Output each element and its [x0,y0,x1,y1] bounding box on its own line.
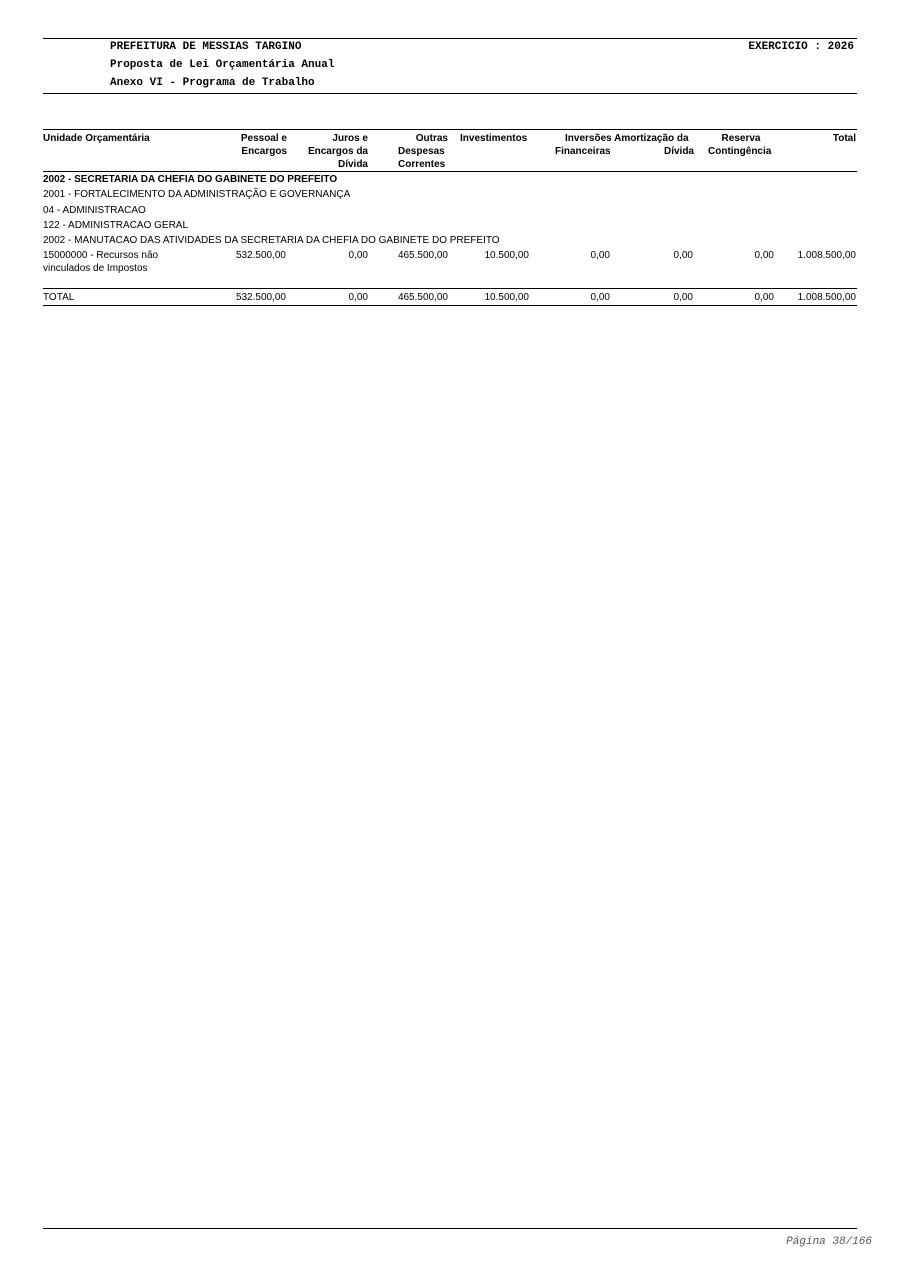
total-juros-value: 0,00 [348,292,368,303]
entity-name: PREFEITURA DE MESSIAS TARGINO [110,41,302,53]
column-header-reserva: Reserva Contingência [708,133,772,157]
row-total-value: 1.008.500,00 [797,250,856,261]
exercise-year: EXERCICIO : 2026 [748,41,854,53]
row-investimentos-value: 10.500,00 [484,250,529,261]
document-subtitle: Proposta de Lei Orçamentária Anual [110,59,335,71]
column-header-juros: Juros e Encargos da Dívida [307,133,368,170]
table-header-bottom-rule [43,171,857,172]
column-header-divida: Dívida [663,146,694,157]
row-reserva-value: 0,00 [754,250,774,261]
row-juros-value: 0,00 [348,250,368,261]
total-investimentos-value: 10.500,00 [484,292,529,303]
total-pessoal-value: 532.500,00 [235,292,286,303]
column-header-investimentos: Investimentos [460,133,528,144]
total-outras-value: 465.500,00 [397,292,448,303]
subfunction-line: 122 - ADMINISTRACAO GERAL [43,220,189,231]
table-header-top-rule [43,129,857,130]
total-reserva-value: 0,00 [754,292,774,303]
column-header-inversoes-amortizacao: Inversões Amortização da [565,133,689,144]
total-label: TOTAL [43,292,75,303]
row-inversoes-value: 0,00 [590,250,610,261]
column-header-financeiras: Financeiras [555,146,611,157]
column-header-pessoal: Pessoal e Encargos [240,133,287,157]
row-amortizacao-value: 0,00 [673,250,693,261]
row-pessoal-value: 532.500,00 [235,250,286,261]
header-bottom-rule [43,93,857,94]
total-inversoes-value: 0,00 [590,292,610,303]
column-header-total: Total [832,133,856,144]
page-number: Página 38/166 [786,1236,872,1248]
function-line: 04 - ADMINISTRACAO [43,205,146,216]
row-label: 15000000 - Recursos não vinculados de Impostos [43,250,159,274]
unit-title: 2002 - SECRETARIA DA CHEFIA DO GABINETE DO PREFEITO [43,174,338,185]
column-header-outras: Outras Despesas Correntes [398,133,448,170]
action-line: 2002 - MANUTACAO DAS ATIVIDADES DA SECRETARIA DA CHEFIA DO GABINETE DO PREFEITO [43,235,500,246]
program-line: 2001 - FORTALECIMENTO DA ADMINISTRAÇÃO E GOVERNANÇA [43,189,351,200]
total-bottom-rule [43,305,857,306]
column-header-unidade: Unidade Orçamentária [43,133,150,144]
total-top-rule [43,288,857,289]
footer-rule [43,1228,857,1229]
row-outras-value: 465.500,00 [397,250,448,261]
total-total-value: 1.008.500,00 [797,292,856,303]
annex-title: Anexo VI - Programa de Trabalho [110,77,315,89]
header-top-rule [43,38,857,39]
total-amortizacao-value: 0,00 [673,292,693,303]
